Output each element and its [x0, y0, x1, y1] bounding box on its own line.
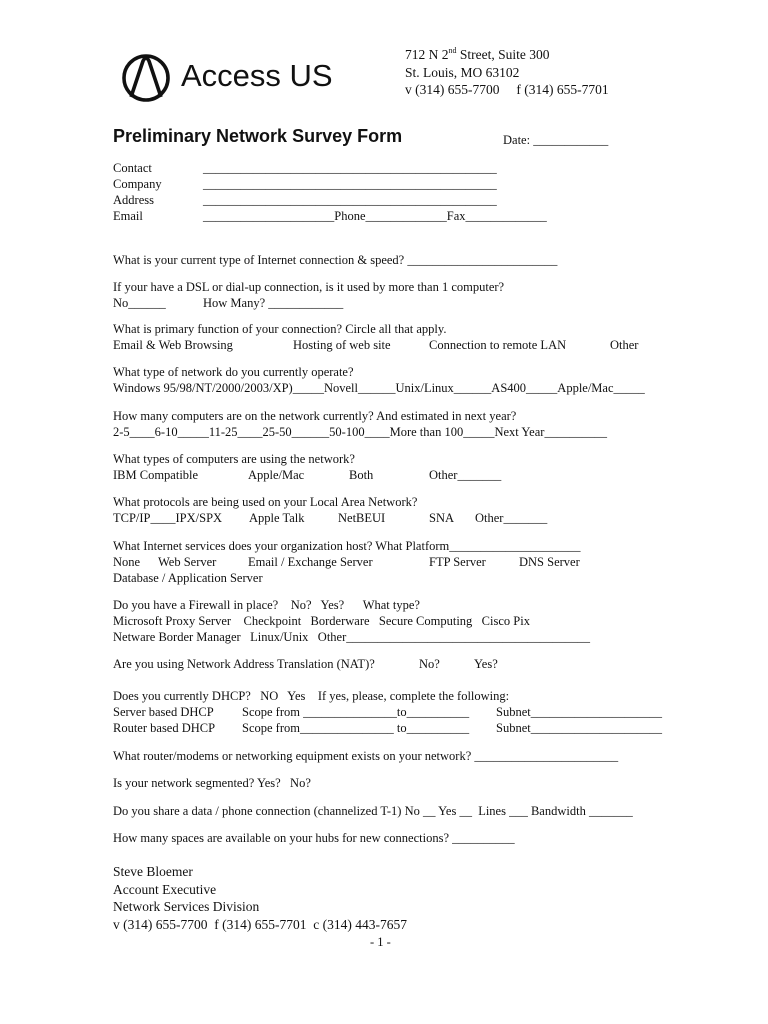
- option-router-dhcp[interactable]: Router based DHCP: [113, 721, 216, 735]
- signature-role: Account Executive: [113, 882, 217, 897]
- options-firewall-line2[interactable]: Netware Border Manager Linux/Unix Other_______________________________________: [113, 630, 591, 644]
- option-hosting[interactable]: Hosting of web site: [293, 338, 391, 352]
- question-segmented: Is your network segmented? Yes? No?: [113, 776, 311, 790]
- email-phone-fax-line[interactable]: _____________________Phone_____________Fax_____________: [203, 209, 547, 223]
- question-internet-services: What Internet services does your organization host? What Platform_____________________: [113, 539, 581, 553]
- contact-label: Contact: [113, 161, 152, 175]
- option-web-server[interactable]: Web Server: [158, 555, 217, 569]
- option-no[interactable]: No______: [113, 296, 166, 310]
- address-city: St. Louis, MO 63102: [405, 65, 520, 80]
- signature-phones: v (314) 655-7700 f (314) 655-7701 c (314) 443-7657: [113, 917, 407, 932]
- address-street: 712 N 2nd Street, Suite 300: [405, 46, 550, 62]
- option-other[interactable]: Other: [610, 338, 639, 352]
- question-computer-types: What types of computers are using the network?: [113, 452, 355, 466]
- option-tcpip-ipxspx[interactable]: TCP/IP____IPX/SPX: [113, 511, 223, 525]
- field-how-many[interactable]: How Many? ____________: [203, 296, 344, 310]
- option-sna[interactable]: SNA: [429, 511, 455, 525]
- option-email-exchange[interactable]: Email / Exchange Server: [248, 555, 373, 569]
- question-dhcp: Does you currently DHCP? NO Yes If yes, please, complete the following:: [113, 689, 510, 703]
- options-network-os[interactable]: Windows 95/98/NT/2000/2003/XP)_____Novell______Unix/Linux______AS400_____Apple/Mac_____: [113, 381, 645, 395]
- option-database-app-server[interactable]: Database / Application Server: [113, 571, 263, 585]
- question-computer-count: How many computers are on the network currently? And estimated in next year?: [113, 409, 517, 423]
- option-other-computers[interactable]: Other_______: [429, 468, 502, 482]
- question-networking-equipment: What router/modems or networking equipment exists on your network? _______________________: [113, 749, 619, 763]
- company-line[interactable]: _______________________________________________: [203, 177, 497, 191]
- field-router-subnet[interactable]: Subnet_____________________: [496, 721, 662, 735]
- option-dns-server[interactable]: DNS Server: [519, 555, 580, 569]
- page-number: - 1 -: [370, 935, 391, 949]
- option-ibm-compatible[interactable]: IBM Compatible: [113, 468, 199, 482]
- option-both[interactable]: Both: [349, 468, 374, 482]
- form-title: Preliminary Network Survey Form: [113, 126, 403, 146]
- option-ftp-server[interactable]: FTP Server: [429, 555, 486, 569]
- question-firewall: Do you have a Firewall in place? No? Yes? What type?: [113, 598, 420, 612]
- question-dsl-shared: If your have a DSL or dial-up connection, is it used by more than 1 computer?: [113, 280, 505, 294]
- question-nat: Are you using Network Address Translation (NAT)?: [113, 657, 375, 671]
- option-nat-no[interactable]: No?: [419, 657, 440, 671]
- field-server-subnet[interactable]: Subnet_____________________: [496, 705, 662, 719]
- options-firewall-line1[interactable]: Microsoft Proxy Server Checkpoint Borderware Secure Computing Cisco Pix: [113, 614, 530, 628]
- question-connection-type: What is your current type of Internet connection & speed? ________________________: [113, 253, 558, 267]
- address-phones: v (314) 655-7700 f (314) 655-7701: [405, 82, 609, 97]
- company-label: Company: [113, 177, 162, 191]
- options-computer-count[interactable]: 2-5____6-10_____11-25____25-50______50-100____More than 100_____Next Year__________: [113, 425, 607, 439]
- option-server-dhcp[interactable]: Server based DHCP: [113, 705, 214, 719]
- question-shared-connection: Do you share a data / phone connection (channelized T-1) No __ Yes __ Lines ___ Bandwidth _______: [113, 804, 633, 818]
- question-network-type: What type of network do you currently operate?: [113, 365, 354, 379]
- question-protocols: What protocols are being used on your Local Area Network?: [113, 495, 418, 509]
- signature-division: Network Services Division: [113, 899, 260, 914]
- signature-name: Steve Bloemer: [113, 864, 193, 879]
- option-none[interactable]: None: [113, 555, 141, 569]
- access-us-logo-mark-icon: [121, 53, 171, 103]
- field-router-scope[interactable]: Scope from_______________ to__________: [242, 721, 470, 735]
- question-hub-spaces: How many spaces are available on your hubs for new connections? __________: [113, 831, 515, 845]
- option-other-protocol[interactable]: Other_______: [475, 511, 548, 525]
- option-apple-talk[interactable]: Apple Talk: [249, 511, 305, 525]
- address-line[interactable]: _______________________________________________: [203, 193, 497, 207]
- email-label: Email: [113, 209, 143, 223]
- brand-name: Access US: [181, 58, 333, 93]
- date-field[interactable]: Date: ____________: [503, 133, 609, 147]
- option-email-web[interactable]: Email & Web Browsing: [113, 338, 233, 352]
- field-server-scope[interactable]: Scope from _______________to__________: [242, 705, 470, 719]
- address-label: Address: [113, 193, 154, 207]
- contact-line[interactable]: _______________________________________________: [203, 161, 497, 175]
- option-remote-lan[interactable]: Connection to remote LAN: [429, 338, 567, 352]
- question-primary-function: What is primary function of your connection? Circle all that apply.: [113, 322, 447, 336]
- option-apple-mac[interactable]: Apple/Mac: [248, 468, 305, 482]
- option-netbeui[interactable]: NetBEUI: [338, 511, 386, 525]
- option-nat-yes[interactable]: Yes?: [474, 657, 498, 671]
